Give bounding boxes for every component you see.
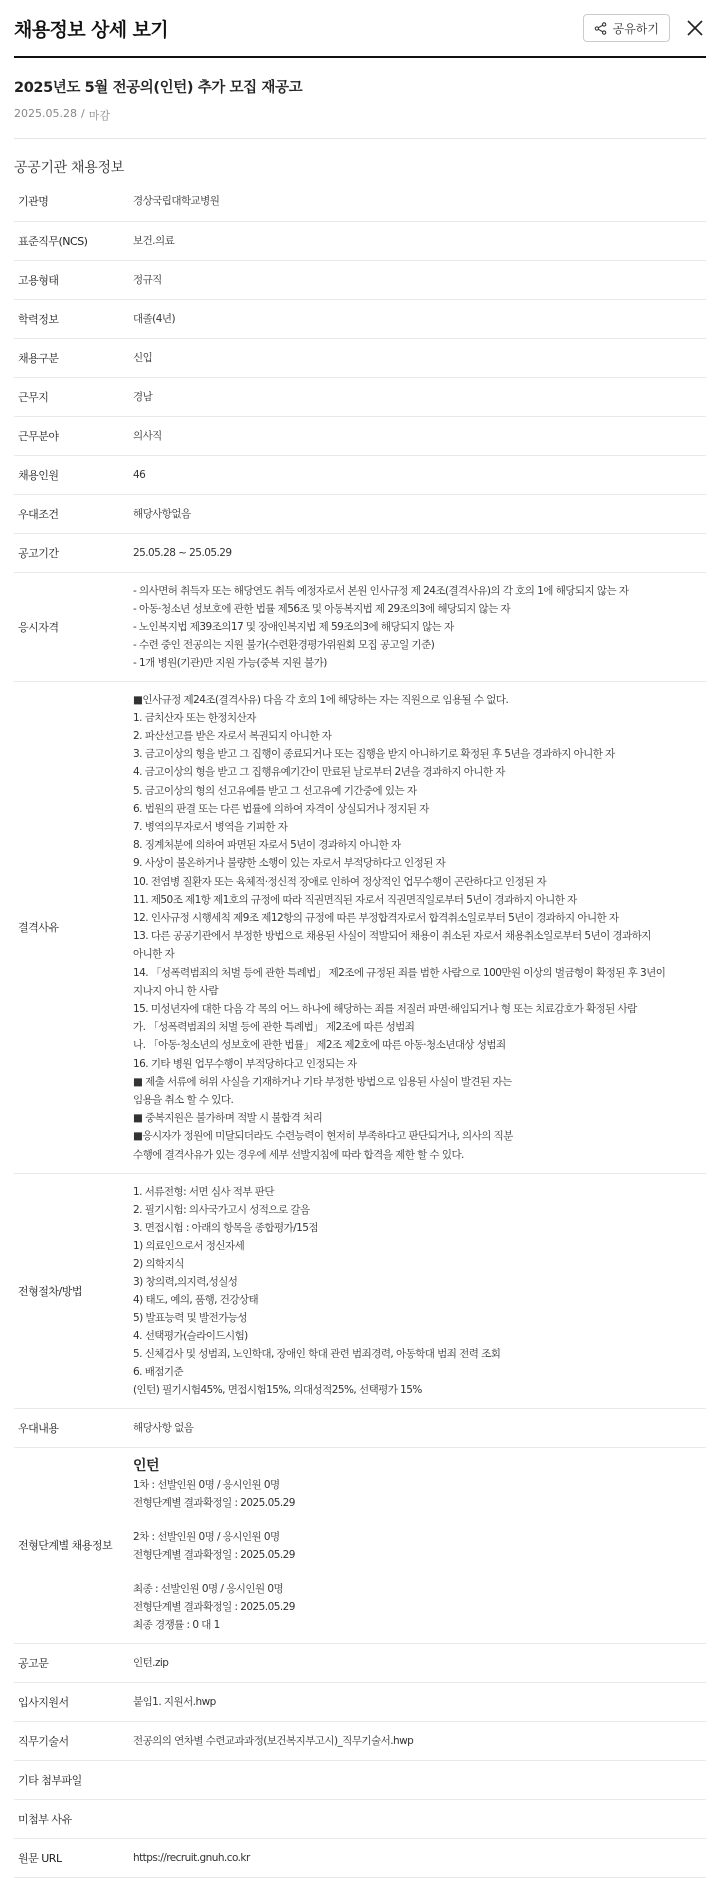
close-button[interactable]	[684, 17, 706, 39]
job-heading	[14, 58, 706, 139]
row-label: 입사지원서	[18, 1695, 69, 1709]
text-line: 9. 사상이 불온하거나 불량한 소행이 있는 자로서 부적당하다고 인정된 자	[133, 857, 446, 870]
text-line: - 의사면허 취득자 또는 해당연도 취득 예정자로서 본원 인사규정 제 24조(결격사유)의 각 호의 1에 해당되지 않는 자	[133, 584, 629, 597]
row-value	[119, 1173, 706, 1408]
row-application	[14, 1682, 706, 1721]
row-value	[119, 572, 706, 681]
row-label: 우대조건	[18, 507, 59, 521]
row-label: 근무분야	[18, 429, 59, 443]
job-meta-separator: /	[80, 107, 85, 120]
text-line: 5. 신체검사 및 성범죄, 노인학대, 장애인 학대 관련 범죄경력, 아동학대 범죄 전력 조회	[133, 1347, 501, 1360]
row-value	[119, 1447, 706, 1643]
row-label: 고용형태	[18, 273, 59, 287]
share-icon	[594, 22, 607, 35]
text-line: 5) 발표능력 및 발전가능성	[133, 1311, 247, 1324]
stage-block	[133, 1476, 706, 1512]
text-line: ■인사규정 제24조(결격사유) 다음 각 호의 1에 해당하는 자는 직원으로 임용될 수 없다.	[133, 693, 509, 706]
text-line: ■ 제출 서류에 허위 사실을 기재하거나 기타 부정한 방법으로 임용된 사실이 발견된 자는	[133, 1075, 512, 1088]
row-value: 정규직	[133, 273, 162, 286]
text-line: 지나지 아니 한 사람	[133, 984, 219, 997]
text-line: 6. 법원의 판결 또는 다른 법률에 의하여 자격이 상실되거나 정지된 자	[133, 802, 429, 815]
text-line: 14. 「성폭력범죄의 처벌 등에 관한 특례법」 제2조에 규정된 죄를 범한 사람으로 100만원 이상의 벌금형이 확정된 후 3년이	[133, 966, 666, 979]
row-value: 신입	[133, 351, 153, 364]
stage-heading: 인턴	[133, 1457, 159, 1474]
row-label: 공고기간	[18, 546, 59, 560]
text-line: 11. 제50조 제1항 제1호의 규정에 따라 직권면직된 자로서 직권면직일로부터 5년이 경과하지 아니한 자	[133, 893, 577, 906]
text-line: 15. 미성년자에 대한 다음 각 목의 어느 하나에 해당하는 죄를 저질러 파면·해임되거나 형 또는 치료감호가 확정된 사람	[133, 1002, 637, 1015]
job-title: 2025년도 5월 전공의(인턴) 추가 모집 재공고	[14, 80, 303, 96]
text-line: 수행에 결격사유가 있는 경우에 세부 선발지침에 따라 합격을 제한 할 수 있다.	[133, 1148, 464, 1161]
row-value: 보건.의료	[133, 234, 175, 247]
row-label: 학력정보	[18, 312, 59, 326]
row-label: 표준직무(NCS)	[18, 234, 88, 248]
text-line: 1차 : 선발인원 0명 / 응시인원 0명	[133, 1478, 280, 1491]
row-label: 기타 첨부파일	[18, 1773, 82, 1787]
text-line: 2. 파산선고를 받은 자로서 복권되지 아니한 자	[133, 729, 332, 742]
row-period	[14, 533, 706, 572]
row-qualification	[14, 572, 706, 681]
row-other-attach	[14, 1760, 706, 1799]
row-value: 25.05.28 ~ 25.05.29	[133, 546, 232, 559]
row-label: 미첨부 사유	[18, 1812, 72, 1826]
row-value: 의사직	[133, 429, 162, 442]
row-process	[14, 1173, 706, 1408]
job-desc-file-link[interactable]: 전공의의 연차별 수련교과과정(보건복지부고시)_직무기술서.hwp	[133, 1734, 414, 1747]
row-label: 채용구분	[18, 351, 59, 365]
job-date: 2025.05.28	[14, 107, 77, 120]
row-value: 경상국립대학교병원	[133, 195, 220, 208]
row-label: 응시자격	[18, 620, 59, 634]
text-line: 가. 「성폭력범죄의 처벌 등에 관한 특례법」 제2조에 따른 성범죄	[133, 1021, 415, 1034]
row-label: 근무지	[18, 390, 49, 404]
row-education	[14, 299, 706, 338]
text-line: 4. 금고이상의 형을 받고 그 집행유예기간이 만료된 날로부터 2년을 경과하지 아니한 자	[133, 766, 505, 779]
section-title: 공공기관 채용정보	[14, 160, 124, 176]
row-value	[119, 1799, 706, 1838]
row-label: 공고문	[18, 1656, 49, 1670]
row-label: 우대내용	[18, 1421, 59, 1435]
text-line: - 아동·청소년 성보호에 관한 법률 제56조 및 아동복지법 제 29조의3에 해당되지 않는 자	[133, 602, 511, 615]
source-url-link[interactable]: https://recruit.gnuh.co.kr	[133, 1851, 250, 1864]
text-line: - 수련 중인 전공의는 지원 불가(수련환경평가위원회 모집 공고일 기준)	[133, 638, 435, 651]
row-label: 전형절차/방법	[18, 1284, 82, 1298]
text-line: 임용을 취소 할 수 있다.	[133, 1093, 234, 1106]
text-line: 최종 : 선발인원 0명 / 응시인원 0명	[133, 1582, 284, 1595]
text-line: 3) 창의력,의지력,성실성	[133, 1275, 238, 1288]
text-line: 16. 기타 병원 업무수행이 부적당하다고 인정되는 자	[133, 1057, 357, 1070]
text-line: 3. 면접시험 : 아래의 항목을 종합평가/15점	[133, 1221, 318, 1234]
text-line: 12. 인사규정 시행세칙 제9조 제12항의 규정에 따른 부정합격자로서 합격취소일로부터 5년이 경과하지 아니한 자	[133, 911, 619, 924]
text-line: 1) 의료인으로서 정신자세	[133, 1239, 245, 1252]
row-disqualification	[14, 681, 706, 1173]
notice-file-link[interactable]: 인턴.zip	[133, 1656, 169, 1669]
text-line: 13. 다른 공공기관에서 부정한 방법으로 채용된 사실이 적발되어 채용이 취소된 자로서 채용취소일로부터 5년이 경과하지	[133, 930, 651, 943]
row-field	[14, 416, 706, 455]
row-preference	[14, 494, 706, 533]
row-missing-reason	[14, 1799, 706, 1838]
text-line: - 노인복지법 제39조의17 및 장애인복지법 제 59조의3에 해당되지 않는 자	[133, 620, 454, 633]
modal-header	[14, 0, 706, 58]
text-line: ■ 중복지원은 불가하며 적발 시 불합격 처리	[133, 1112, 323, 1125]
text-line: 4) 태도, 예의, 품행, 건강상태	[133, 1293, 259, 1306]
row-label: 채용인원	[18, 468, 59, 482]
job-status: 마감	[88, 109, 110, 122]
row-value	[119, 681, 706, 1173]
row-label: 원문 URL	[18, 1851, 62, 1865]
row-ncs	[14, 221, 706, 260]
row-location	[14, 377, 706, 416]
row-value: 해당사항없음	[133, 507, 191, 520]
row-label: 기관명	[18, 195, 49, 209]
text-line: 최종 경쟁률 : 0 대 1	[133, 1618, 220, 1631]
text-line: 10. 전염병 질환자 또는 육체적·정신적 장애로 인하여 정상적인 업무수행이 곤란하다고 인정된 자	[133, 875, 547, 888]
row-employment	[14, 260, 706, 299]
text-line: 1. 서류전형: 서면 심사 적부 판단	[133, 1185, 274, 1198]
row-source-url	[14, 1838, 706, 1877]
text-line: 8. 징계처분에 의하여 파면된 자로서 5년이 경과하지 아니한 자	[133, 839, 401, 852]
text-line: 아니한 자	[133, 948, 175, 961]
row-headcount	[14, 455, 706, 494]
row-value	[119, 1760, 706, 1799]
row-value: 대졸(4년)	[133, 312, 176, 325]
text-line: 2. 필기시험: 의사국가고시 성적으로 갈음	[133, 1203, 310, 1216]
text-line: 2) 의학지식	[133, 1257, 184, 1270]
row-value: 경남	[133, 390, 153, 403]
stage-block	[133, 1528, 706, 1564]
text-line: 전형단계별 결과확정일 : 2025.05.29	[133, 1548, 295, 1561]
text-line: 전형단계별 결과확정일 : 2025.05.29	[133, 1600, 295, 1613]
text-line: ■응시자가 정원에 미달되더라도 수련능력이 현저히 부족하다고 판단되거나, 의사의 직분	[133, 1130, 513, 1143]
text-line: - 1개 병원(기관)만 지원 가능(중복 지원 불가)	[133, 656, 327, 669]
modal-title: 채용정보 상세 보기	[14, 18, 169, 41]
text-line: 7. 병역의무자로서 병역을 기피한 자	[133, 820, 288, 833]
row-org	[14, 182, 706, 221]
row-value: 46	[133, 468, 146, 481]
application-file-link[interactable]: 붙임1. 지원서.hwp	[133, 1695, 216, 1708]
text-line: 5. 금고이상의 형의 선고유예를 받고 그 선고유예 기간중에 있는 자	[133, 784, 417, 797]
text-line: 나. 「아동·청소년의 성보호에 관한 법률」 제2조 제2호에 따른 아동·청소년대상 성범죄	[133, 1039, 506, 1052]
row-value: 해당사항 없음	[133, 1421, 194, 1434]
text-line: 1. 금치산자 또는 한정치산자	[133, 711, 256, 724]
row-label: 전형단계별 채용정보	[18, 1539, 113, 1553]
text-line: 2차 : 선발인원 0명 / 응시인원 0명	[133, 1530, 280, 1543]
header-actions	[583, 14, 706, 42]
row-benefit	[14, 1408, 706, 1447]
share-button[interactable]	[583, 14, 670, 42]
share-button-label: 공유하기	[612, 21, 659, 36]
text-line: 전형단계별 결과확정일 : 2025.05.29	[133, 1496, 295, 1509]
job-meta	[14, 107, 706, 123]
text-line: (인턴) 필기시험45%, 면접시험15%, 의대성적25%, 선택평가 15%	[133, 1383, 422, 1396]
row-label: 결격사유	[18, 921, 59, 935]
row-label: 직무기술서	[18, 1734, 69, 1748]
row-job-desc	[14, 1721, 706, 1760]
row-hire-type	[14, 338, 706, 377]
stage-block	[133, 1580, 706, 1634]
row-notice	[14, 1643, 706, 1682]
text-line: 3. 금고이상의 형을 받고 그 집행이 종료되거나 또는 집행을 받지 아니하기로 확정된 후 5년을 경과하지 아니한 자	[133, 748, 615, 761]
close-icon	[686, 19, 704, 37]
text-line: 6. 배점기준	[133, 1365, 184, 1378]
row-stage-info	[14, 1447, 706, 1643]
text-line: 4. 선택평가(슬라이드시험)	[133, 1329, 248, 1342]
info-table	[14, 182, 706, 1878]
